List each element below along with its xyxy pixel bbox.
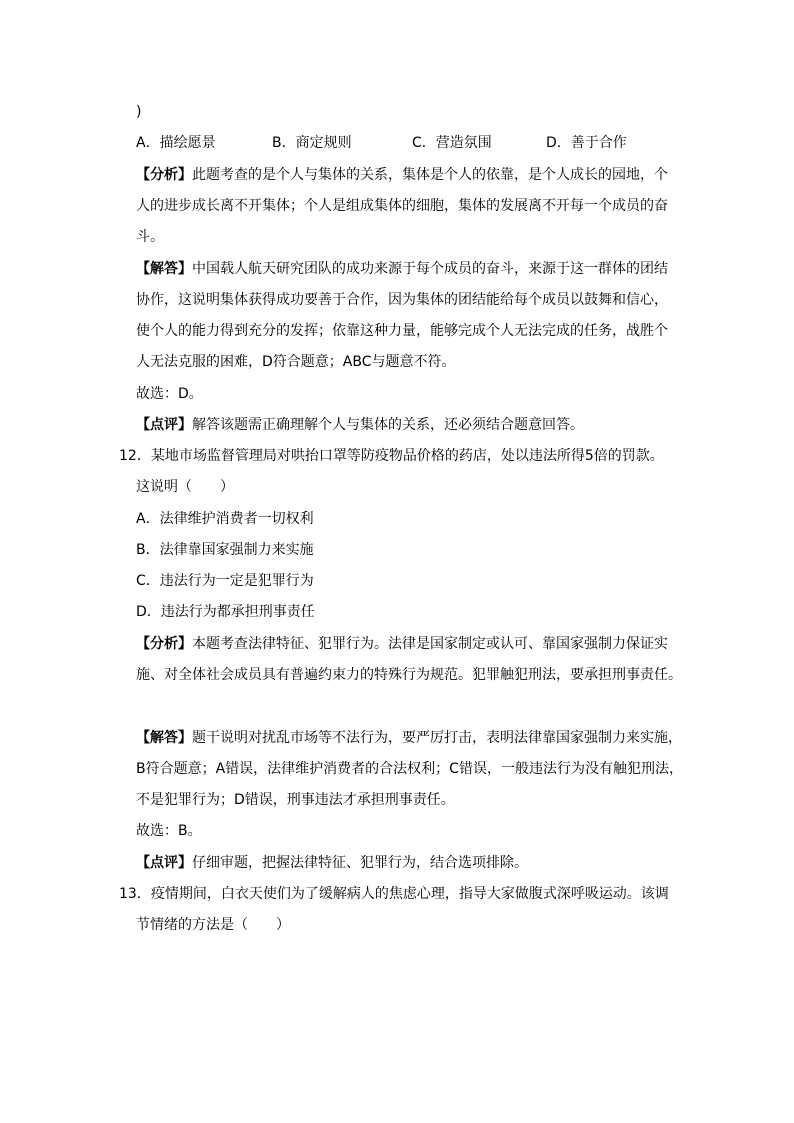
q11-option-d: D．善于合作 (546, 135, 627, 151)
q12-choice: 故选：B。 (136, 823, 202, 839)
q13-stem: 13．疫情期间，白衣天使们为了缓解病人的焦虑心理，指导大家做腹式深呼吸运动。该调 (119, 886, 669, 902)
comment-tag: 【点评】 (136, 417, 192, 433)
analysis-text: 施、对全体社会成员具有普遍约束力的特殊行为规范。犯罪触犯刑法，要承担刑事责任。 (136, 667, 682, 683)
analysis-text: 本题考查法律特征、犯罪行为。法律是国家制定或认可、靠国家强制力保证实 (192, 636, 668, 652)
comment-tag: 【点评】 (136, 855, 192, 871)
answer-text: B符合题意；A错误，法律维护消费者的合法权利；C错误，一般违法行为没有触犯刑法， (136, 761, 683, 777)
answer-text: 使个人的能力得到充分的发挥；依靠这种力量，能够完成个人无法完成的任务，战胜个 (136, 323, 668, 339)
analysis-text: 此题考查的是个人与集体的关系，集体是个人的依靠，是个人成长的园地，个 (192, 167, 668, 183)
comment-text: 仔细审题，把握法律特征、犯罪行为，结合选项排除。 (192, 855, 528, 871)
q12-stem-cont: 这说明（ ） (136, 479, 234, 495)
answer-text: 中国载人航天研究团队的成功来源于每个成员的奋斗，来源于这一群体的团结 (192, 261, 668, 277)
analysis-tag: 【分析】 (136, 167, 192, 183)
answer-tag: 【解答】 (136, 730, 192, 746)
analysis-text: 人的进步成长离不开集体；个人是组成集体的细胞，集体的发展离不开每一个成员的奋 (136, 198, 668, 214)
q11-option-c: C．营造氛围 (412, 135, 492, 151)
q11-option-b: B．商定规则 (272, 135, 352, 151)
q13-stem-cont: 节情绪的方法是（ ） (136, 917, 290, 933)
analysis-text: 斗。 (136, 229, 164, 245)
q11-stem-end: ) (136, 104, 142, 120)
q12-option-c: C．违法行为一定是犯罪行为 (136, 573, 314, 589)
q12-option-b: B．法律靠国家强制力来实施 (136, 542, 314, 558)
q12-stem: 12．某地市场监督管理局对哄抬口罩等防疫物品价格的药店，处以违法所得5倍的罚款。 (119, 448, 664, 464)
answer-text: 不是犯罪行为；D错误，刑事违法才承担刑事责任。 (136, 792, 455, 808)
analysis-tag: 【分析】 (136, 636, 192, 652)
q12-comment (136, 853, 696, 873)
comment-text: 解答该题需正确理解个人与集体的关系，还必须结合题意回答。 (192, 417, 584, 433)
q12-option-d: D．违法行为都承担刑事责任 (136, 604, 315, 620)
answer-tag: 【解答】 (136, 261, 192, 277)
q11-option-a: A．描绘愿景 (136, 135, 216, 151)
q12-option-a: A．法律维护消费者一切权利 (136, 511, 314, 527)
answer-text: 协作，这说明集体获得成功要善于合作，因为集体的团结能给每个成员以鼓舞和信心， (136, 292, 668, 308)
answer-text: 人无法克服的困难，D符合题意；ABC与题意不符。 (136, 354, 456, 370)
q11-choice: 故选：D。 (136, 386, 203, 402)
q11-comment (136, 415, 696, 435)
answer-text: 题干说明对扰乱市场等不法行为，要严厉打击，表明法律靠国家强制力来实施， (192, 730, 682, 746)
